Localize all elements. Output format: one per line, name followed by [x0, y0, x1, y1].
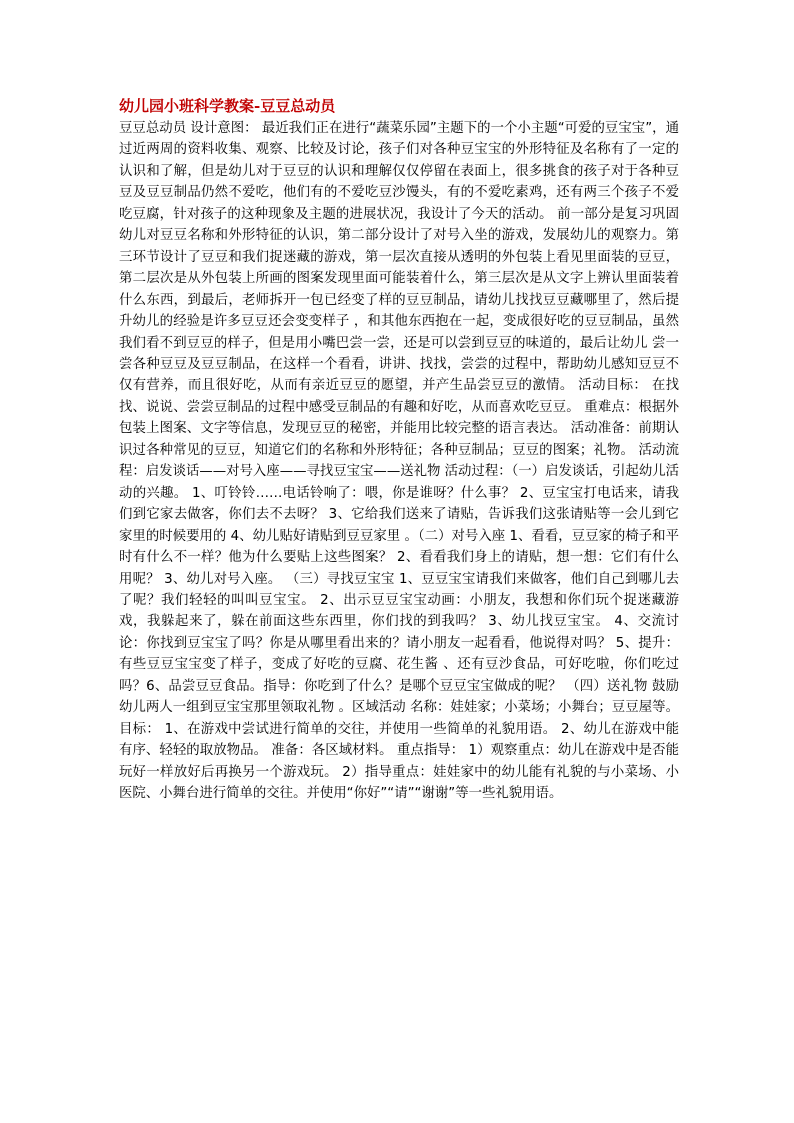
document-title: 幼儿园小班科学教案-豆豆总动员 — [119, 97, 336, 115]
document-body: 豆豆总动员 设计意图： 最近我们正在进行“蔬菜乐园”主题下的一个小主题“可爱的豆宝宝”，通过近两周的资料收集、观察、比较及讨论，孩子们对各种豆宝宝的外形特征及名称有了一定的认识和了解，但是幼儿对于豆豆的认识和理解仅仅停留在表面上，很多挑食的孩子对于各种豆豆及豆豆制品仍然不爱吃，他们有的不爱吃豆沙馒头，有的不爱吃素鸡，还有两三个孩子不爱吃豆腐，针对孩子的这种现象及主题的进展状况，我设计了今天的活动。 前一部分是复习巩固幼儿对豆豆名称和外形特征的认识，第二部分设计了对号入坐的游戏，发展幼儿的观察力。第三环节设计了豆豆和我们捉迷藏的游戏，第一层次直接从透明的外包装上看见里面装的豆豆，第二层次是从外包装上所画的图案发现里面可能装着什么，第三层次是从文字上辨认里面装着什么东西，到最后，老师拆开一包已经变了样的豆豆制品，请幼儿找找豆豆藏哪里了，然后提升幼儿的经验是许多豆豆还会变变样子 ，和其他东西抱在一起，变成很好吃的豆豆制品，虽然我们看不到豆豆的样子，但是用小嘴巴尝一尝，还是可以尝到豆豆的味道的，最后让幼儿 尝一尝各种豆豆及豆豆制品，在这样一个看看，讲讲、找找，尝尝的过程中，帮助幼儿感知豆豆不仅有营养，而且很好吃，从而有亲近豆豆的愿望，并产生品尝豆豆的激情。 活动目标： 在找找、说说、尝尝豆制品的过程中感受豆制品的有趣和好吃，从而喜欢吃豆豆。 重难点：根据外包装上图案、文字等信息，发现豆豆的秘密，并能用比较完整的语言表达。 活动准备：前期认识过各种常见的豆豆，知道它们的名称和外形特征；各种豆制品；豆豆的图案；礼物。 活动流程：启发谈话——对号入座——寻找豆宝宝——送礼物 活动过程：（一）启发谈话，引起幼儿活动的兴趣。 1、叮铃铃……电话铃响了：喂，你是谁呀？什么事？ 2、豆宝宝打电话来，请我们到它家去做客，你们去不去呀？ 3、它给我们送来了请贴，告诉我们这张请贴等一会儿到它家里的时候要用的 4、幼儿贴好请贴到豆豆家里 。（二）对号入座 1、看看，豆豆家的椅子和平时有什么不一样？他为什么要贴上这些图案？ 2、看看我们身上的请贴，想一想：它们有什么用呢？ 3、幼儿对号入座。 （三）寻找豆宝宝 1、豆豆宝宝请我们来做客，他们自己到哪儿去了呢？我们轻轻的叫叫豆宝宝。 2、出示豆豆宝宝动画：小朋友，我想和你们玩个捉迷藏游戏，我躲起来了，躲在前面这些东西里，你们找的到我吗？ 3、幼儿找豆宝宝。 4、交流讨论：你找到豆宝宝了吗？你是从哪里看出来的？请小朋友一起看看，他说得对吗？ 5、提升：有些豆豆宝宝变了样子，变成了好吃的豆腐、花生酱 、还有豆沙食品，可好吃啦，你们吃过吗？6、品尝豆豆食品。指导：你吃到了什么？是哪个豆豆宝宝做成的呢？ （四）送礼物 鼓励幼儿两人一组到豆宝宝那里领取礼物 。区域活动 名称：娃娃家；小菜场；小舞台；豆豆屋等。 目标： 1、在游戏中尝试进行简单的交往，并使用一些简单的礼貌用语。 2、幼儿在游戏中能有序、轻轻的取放物品。 准备：各区域材料。 重点指导： 1）观察重点：幼儿在游戏中是否能玩好一样放好后再换另一个游戏玩。 2）指导重点：娃娃家中的幼儿能有礼貌的与小菜场、小医院、小舞台进行简单的交往。并使用“你好”“请”“谢谢”等一些礼貌用语。 — [119, 121, 679, 802]
document-page — [119, 96, 679, 805]
